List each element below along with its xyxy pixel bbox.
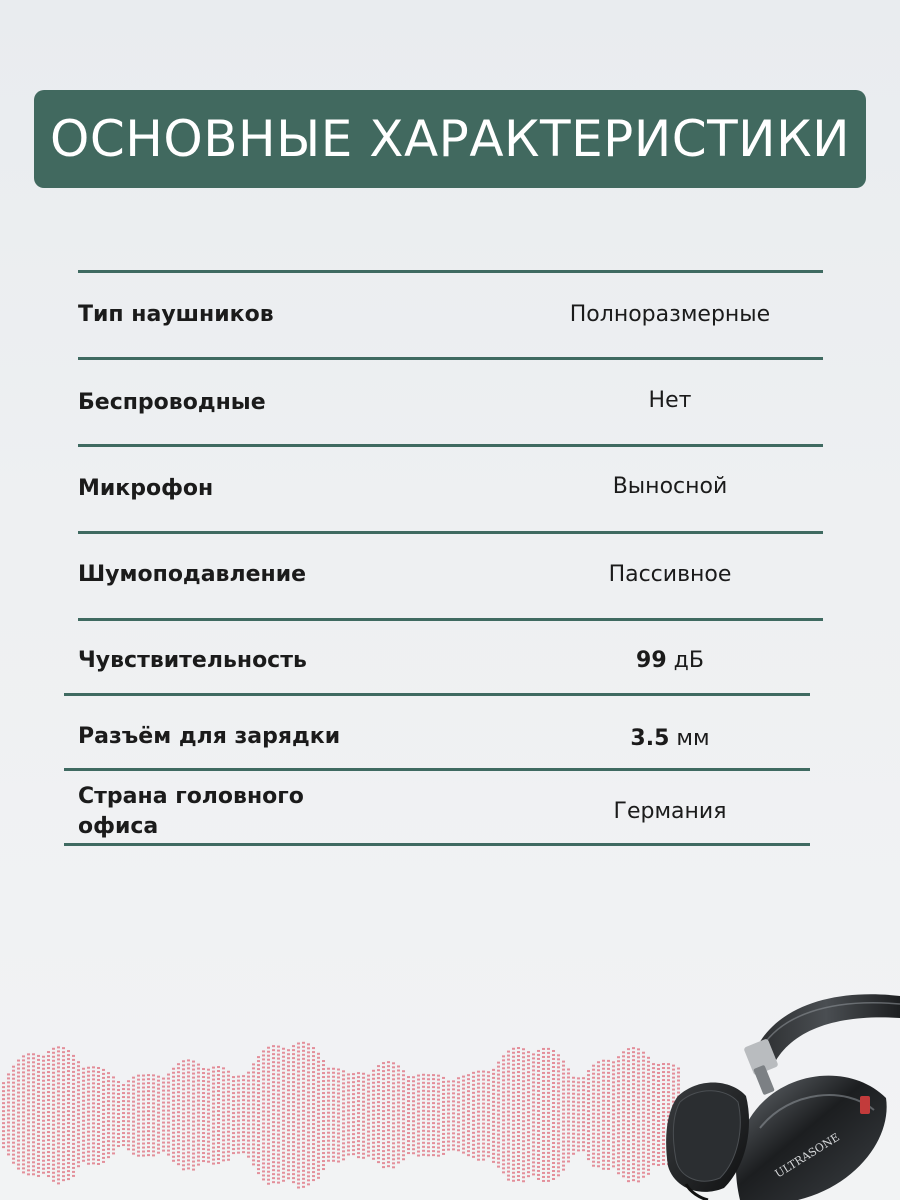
wave-column [462,1076,465,1154]
wave-column [557,1054,560,1176]
spec-label-wireless: Беспроводные [78,390,266,415]
wave-column [312,1047,315,1181]
wave-column [142,1075,145,1157]
wave-column [162,1078,165,1152]
wave-column [52,1048,55,1182]
wave-column [537,1050,540,1180]
wave-column [147,1074,150,1156]
wave-column [112,1076,115,1154]
wave-column [547,1048,550,1182]
connector-unit: мм [676,726,710,751]
wave-column [172,1068,175,1162]
wave-column [337,1069,340,1163]
wave-column [127,1080,130,1150]
wave-column [472,1072,475,1158]
spec-label-microphone: Микрофон [78,476,214,501]
wave-column [152,1074,155,1156]
divider [78,270,823,273]
wave-column [372,1070,375,1160]
wave-column [442,1077,445,1155]
wave-column [302,1042,305,1188]
wave-column [237,1076,240,1154]
wave-column [647,1057,650,1175]
spec-label-sensitivity: Чувствительность [78,648,307,673]
wave-column [367,1075,370,1157]
wave-column [637,1048,640,1182]
wave-column [382,1062,385,1168]
wave-column [437,1075,440,1157]
wave-column [377,1065,380,1163]
wave-column [252,1063,255,1165]
spec-label-country: Страна головного офиса [78,784,304,839]
wave-column [132,1077,135,1155]
wave-column [97,1067,100,1165]
wave-column [642,1052,645,1178]
wave-column [2,1082,5,1148]
wave-column [202,1068,205,1162]
wave-column [587,1070,590,1160]
wave-column [262,1050,265,1180]
wave-column [42,1056,45,1174]
spec-label-type: Тип наушников [78,302,274,327]
wave-column [487,1071,490,1157]
wave-column [607,1060,610,1170]
wave-column [347,1073,350,1155]
divider [64,768,810,771]
wave-column [287,1049,290,1179]
wave-column [387,1061,390,1167]
wave-column [422,1074,425,1156]
wave-column [307,1043,310,1185]
wave-column [497,1062,500,1168]
wave-column [502,1055,505,1173]
divider [78,531,823,534]
wave-column [477,1071,480,1161]
wave-column [517,1047,520,1181]
wave-column [102,1069,105,1163]
wave-column [452,1080,455,1150]
wave-column [197,1064,200,1166]
wave-column [267,1047,270,1185]
wave-column [317,1053,320,1179]
wave-column [297,1042,300,1188]
spec-value-sensitivity [520,646,820,676]
wave-column [322,1060,325,1170]
wave-column [532,1053,535,1175]
wave-column [622,1051,625,1177]
wave-column [157,1076,160,1154]
wave-column [232,1076,235,1154]
wave-column [652,1063,655,1165]
wave-column [332,1068,335,1162]
wave-column [592,1065,595,1167]
wave-column [447,1081,450,1151]
wave-column [597,1061,600,1167]
wave-column [187,1059,190,1169]
wave-column [417,1075,420,1157]
wave-column [227,1071,230,1161]
divider [78,444,823,447]
wave-column [352,1073,355,1155]
wave-column [67,1050,70,1180]
headphones-image [660,988,900,1200]
wave-column [412,1076,415,1154]
wave-column [632,1047,635,1181]
wave-column [427,1074,430,1156]
wave-column [522,1048,525,1182]
wave-column [362,1073,365,1159]
page-title: ОСНОВНЫЕ ХАРАКТЕРИСТИКИ [50,110,850,168]
wave-column [92,1066,95,1164]
title-banner [34,90,866,188]
wave-column [242,1075,245,1153]
divider [64,843,810,846]
spec-label-noise-cancelling: Шумоподавление [78,562,307,587]
wave-column [22,1055,25,1173]
wave-column [12,1066,15,1164]
wave-column [182,1060,185,1170]
wave-column [82,1068,85,1162]
wave-column [222,1067,225,1161]
wave-column [167,1074,170,1156]
connector-number: 3.5 [630,726,670,751]
wave-column [577,1077,580,1151]
wave-column [572,1077,575,1155]
wave-column [257,1056,260,1174]
spec-value-connector [520,724,820,754]
wave-column [552,1050,555,1180]
wave-column [192,1061,195,1171]
wave-column [612,1061,615,1167]
wave-column [212,1067,215,1165]
wave-column [507,1051,510,1181]
wave-column [357,1072,360,1158]
wave-column [247,1072,250,1158]
wave-column [562,1061,565,1171]
wave-column [602,1060,605,1170]
wave-column [397,1065,400,1163]
spec-label-connector: Разъём для зарядки [78,724,341,749]
wave-column [37,1055,40,1177]
wave-column [137,1075,140,1157]
wave-column [217,1066,220,1164]
wave-column [492,1069,495,1163]
wave-column [342,1070,345,1160]
wave-column [467,1074,470,1156]
wave-column [292,1045,295,1183]
spec-value-noise-cancelling: Пассивное [608,562,732,587]
wave-column [582,1077,585,1151]
wave-column [627,1048,630,1182]
spec-value-wireless: Нет [648,388,692,413]
sensitivity-unit: дБ [673,648,704,673]
wave-column [527,1051,530,1177]
divider [78,357,823,360]
wave-column [482,1071,485,1161]
wave-column [177,1063,180,1165]
wave-column [27,1053,30,1175]
wave-column [327,1068,330,1162]
wave-column [32,1053,35,1175]
wave-column [457,1077,460,1151]
wave-column [567,1068,570,1162]
wave-column [282,1048,285,1182]
spec-value-type: Полноразмерные [569,302,771,327]
wave-column [402,1070,405,1160]
wave-column [47,1051,50,1177]
wave-column [512,1048,515,1182]
wave-column [407,1076,410,1154]
wave-column [17,1060,20,1170]
wave-column [117,1081,120,1147]
headphones-brand-text: ULTRASONE [772,1130,842,1181]
wave-column [277,1046,280,1184]
wave-column [207,1069,210,1163]
wave-column [122,1084,125,1146]
wave-column [87,1067,90,1165]
wave-column [432,1074,435,1156]
wave-column [77,1061,80,1167]
wave-column [7,1073,10,1155]
wave-column [57,1046,60,1184]
wave-column [72,1055,75,1177]
wave-column [62,1047,65,1181]
spec-value-microphone: Выносной [612,474,728,499]
wave-column [272,1045,275,1183]
wave-column [542,1048,545,1182]
sensitivity-number: 99 [636,648,667,673]
spec-value-country: Германия [613,799,727,824]
divider [78,618,823,621]
wave-column [617,1056,620,1174]
wave-column [107,1072,110,1158]
wave-column [392,1062,395,1168]
divider [64,693,810,696]
